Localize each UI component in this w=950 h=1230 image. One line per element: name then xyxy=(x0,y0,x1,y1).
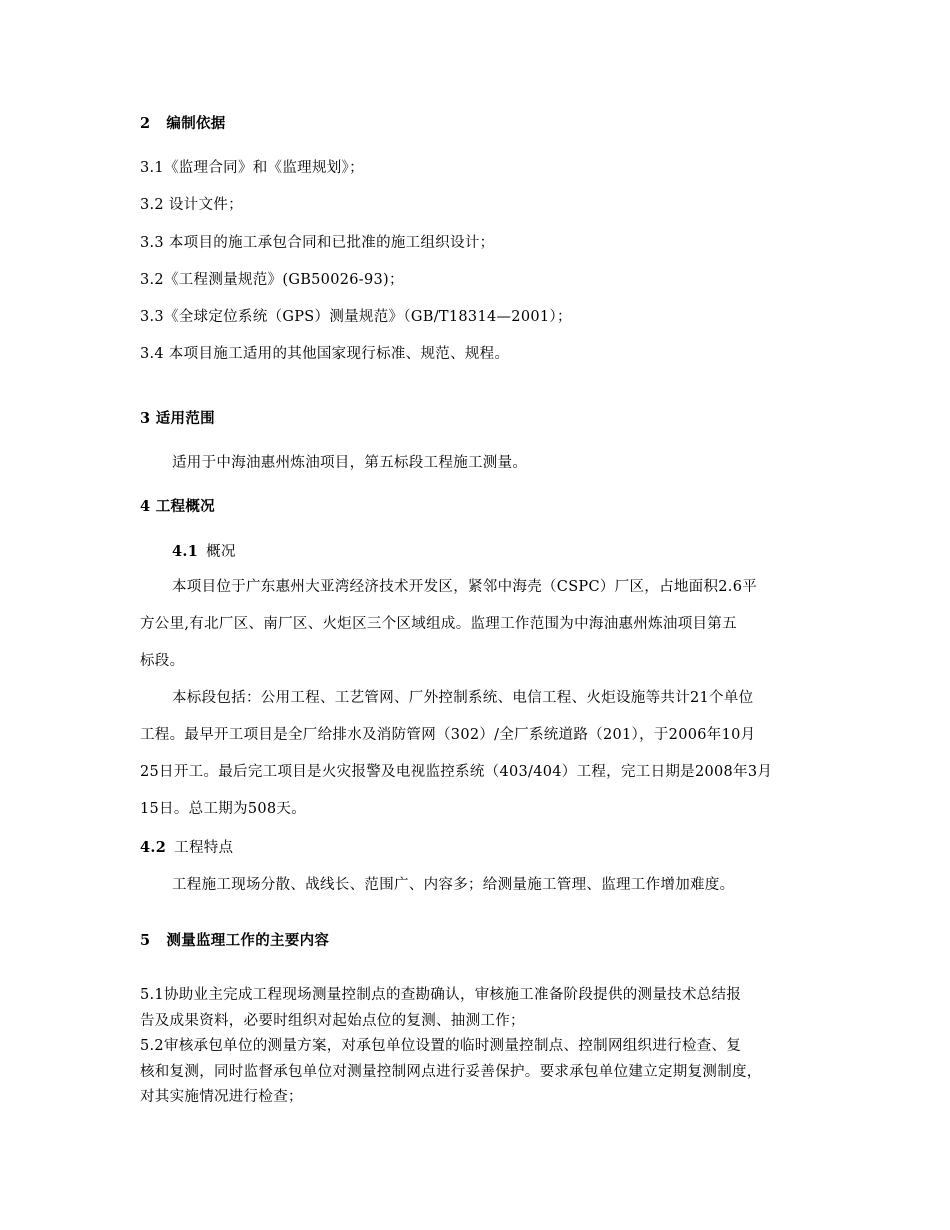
section-3-body: 适用于中海油惠州炼油项目，第五标段工程施工测量。 xyxy=(172,455,528,471)
basis-item-2: 3.2 设计文件； xyxy=(140,197,243,213)
section-2-number: 2 xyxy=(140,115,151,132)
content-5-2-line-1: 5.2审核承包单位的测量方案，对承包单位设置的临时测量控制点、控制网组织进行检查、复 xyxy=(140,1038,742,1054)
subsection-4-1-heading xyxy=(172,542,236,562)
overview-p1-line-3: 标段。 xyxy=(140,653,185,669)
overview-p2-line-1: 本标段包括：公用工程、工艺管网、厂外控制系统、电信工程、火炬设施等共计21个单位 xyxy=(172,690,754,706)
section-2-heading xyxy=(140,114,226,134)
features-body: 工程施工现场分散、战线长、范围广、内容多；给测量施工管理、监理工作增加难度。 xyxy=(172,877,735,893)
section-2-title: 编制依据 xyxy=(166,115,226,132)
subsection-4-2-number: 4.2 xyxy=(140,839,167,856)
section-3-heading: 3 适用范围 xyxy=(140,410,215,427)
content-5-1-line-2: 告及成果资料，必要时组织对起始点位的复测、抽测工作； xyxy=(140,1013,525,1029)
overview-p2-line-2: 工程。最早开工项目是全厂给排水及消防管网（302）/全厂系统道路（201），于2006年10月 xyxy=(140,727,756,743)
overview-p1-line-2: 方公里,有北厂区、南厂区、火炬区三个区域组成。监理工作范围为中海油惠州炼油项目第五 xyxy=(140,616,737,632)
section-5-number: 5 xyxy=(140,932,151,949)
section-4-heading: 4 工程概况 xyxy=(140,498,215,515)
subsection-4-1-title: 概况 xyxy=(206,544,236,560)
basis-item-3: 3.3 本项目的施工承包合同和已批准的施工组织设计； xyxy=(140,235,495,251)
basis-item-6: 3.4 本项目施工适用的其他国家现行标准、规范、规程。 xyxy=(140,346,510,362)
overview-p2-line-4: 15日。总工期为508天。 xyxy=(140,801,307,817)
content-5-2-line-2: 核和复测，同时监督承包单位对测量控制网点进行妥善保护。要求承包单位建立定期复测制度， xyxy=(140,1064,762,1080)
subsection-4-1-number: 4.1 xyxy=(172,543,199,560)
basis-item-1: 3.1《监理合同》和《监理规划》； xyxy=(140,160,364,176)
subsection-4-2-title: 工程特点 xyxy=(174,840,234,856)
subsection-4-2-heading xyxy=(140,838,233,858)
section-5-heading xyxy=(140,931,329,951)
section-5-title: 测量监理工作的主要内容 xyxy=(166,932,330,949)
basis-item-5: 3.3《全球定位系统（GPS）测量规范》（GB/T18314—2001）； xyxy=(140,309,572,325)
content-5-2-line-3: 对其实施情况进行检查； xyxy=(140,1089,303,1105)
overview-p1-line-1: 本项目位于广东惠州大亚湾经济技术开发区，紧邻中海壳（CSPC）厂区，占地面积2.6平 xyxy=(172,579,758,595)
basis-item-4: 3.2《工程测量规范》(GB50026-93)； xyxy=(140,272,404,288)
content-5-1-line-1: 5.1协助业主完成工程现场测量控制点的查勘确认，审核施工准备阶段提供的测量技术总结报 xyxy=(140,987,742,1003)
overview-p2-line-3: 25日开工。最后完工项目是火灾报警及电视监控系统（403/404）工程，完工日期是2008年3月 xyxy=(140,764,773,780)
